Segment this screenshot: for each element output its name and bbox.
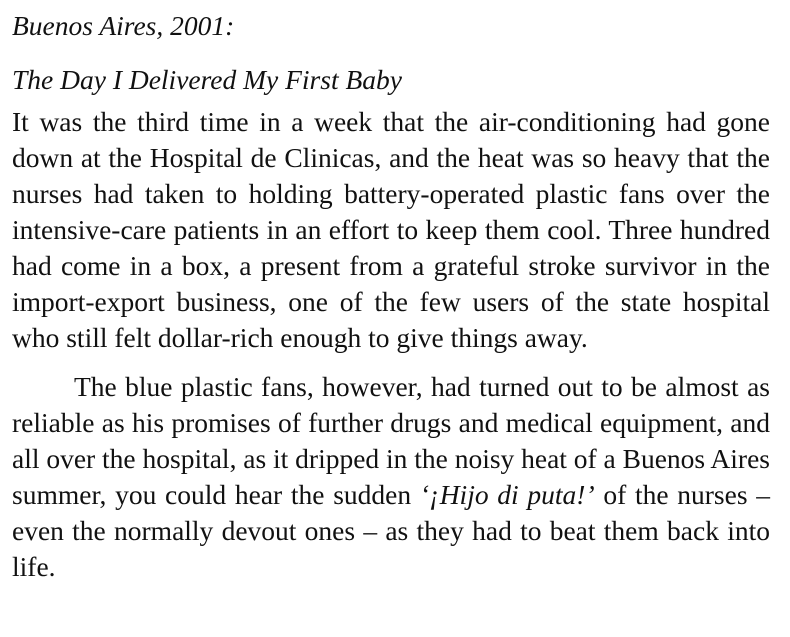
paragraph-2 [12, 369, 770, 585]
paragraph-2-quote: ‘¡Hijo di puta!’ [419, 479, 595, 510]
paragraph-1: It was the third time in a week that the air-conditioning had gone down at the Hospital de Clinicas, and the heat was so heavy that the nurses had taken to holding battery-operated plastic fans over the intensive-care patients in an effort to keep them cool. Three hundred had come in a box, a present from a grateful stroke survivor in the import-export business, one of the few users of the state hospital who still felt dollar-rich enough to give things away. [12, 106, 770, 353]
document-page [12, 0, 770, 585]
chapter-place-date: Buenos Aires, 2001: [12, 10, 235, 41]
chapter-title: The Day I Delivered My First Baby [12, 64, 402, 95]
paragraph-2-end: of the nurses – even the normally devout ones – as they had to beat them back into life. [12, 479, 770, 582]
paragraph-2-start: The blue plastic fans, however, had turned out to be almost as reliable as his promises of further drugs and medical equipment, and all over the hospital, as it dripped in the noisy heat of a Buenos Aires summer, you could hear the sudden [12, 371, 770, 510]
